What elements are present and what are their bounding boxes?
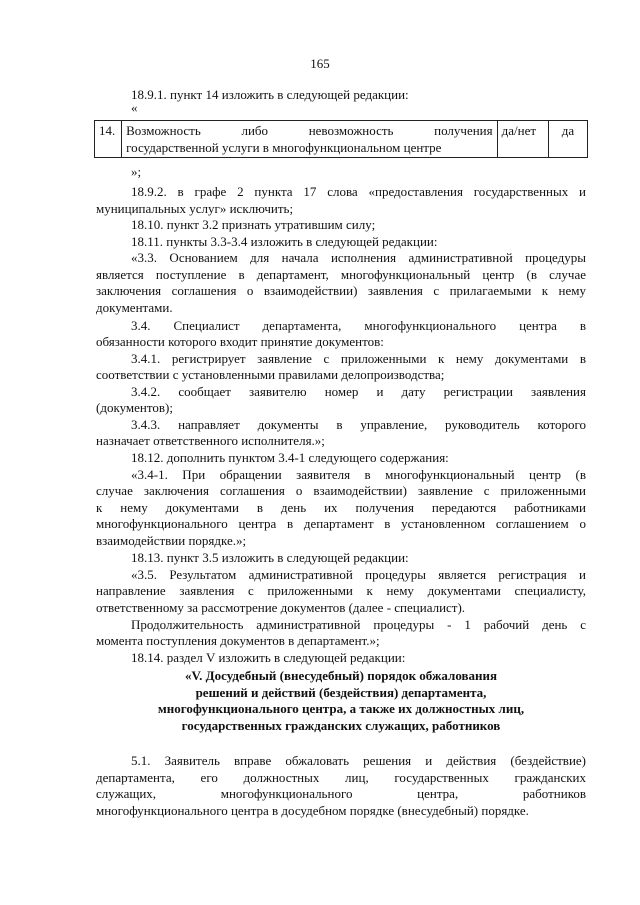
paragraph-duration-line1: Продолжительность административной процедуры - 1 рабочий день с [131,617,586,632]
row-description-line1: Возможность либо невозможность получения [126,123,493,138]
paragraph-3-4-3-line2: назначает ответственного исполнителя.»; [96,433,325,448]
paragraph-3-4-1-line2: соответствии с установленными правилами делопроизводства; [96,367,445,382]
paragraph-3-4-2-line1: 3.4.2. сообщает заявителю номер и дату регистрации заявления [131,384,586,399]
paragraph-18-9-2-line2: муниципальных услуг» исключить; [96,201,294,216]
paragraph-3-3-line4: документами. [96,300,173,315]
row-number: 14. [95,121,122,158]
section-heading-line1: «V. Досудебный (внесудебный) порядок обжалования [184,668,498,683]
row-type: да/нет [497,121,548,158]
paragraph-3-4-line1: 3.4. Специалист департамента, многофункционального центра в [131,318,586,333]
close-quote: »; [131,164,142,179]
paragraph-3-3-line3: заключения соглашения о взаимодействии) заявления с прилагаемыми к нему [96,283,586,298]
paragraph-18-10: 18.10. пункт 3.2 признать утратившим силу; [131,217,376,232]
paragraph-18-13: 18.13. пункт 3.5 изложить в следующей редакции: [131,550,409,565]
table-row-14 [94,120,588,158]
paragraph-18-12: 18.12. дополнить пунктом 3.4-1 следующего содержания: [131,450,449,465]
paragraph-3-4-line2: обязанности которого входит принятие документов: [96,334,384,349]
row-description [122,121,498,158]
paragraph-5-1-line2: департамента, его должностных лиц, государственных гражданских [96,770,586,785]
paragraph-3-4-1-new-line5: взаимодействии порядке.»; [96,533,247,548]
paragraph-3-4-1-line1: 3.4.1. регистрирует заявление с приложенными к нему документами в [131,351,586,366]
paragraph-18-9-1: 18.9.1. пункт 14 изложить в следующей редакции: [131,87,409,102]
paragraph-5-1-line4: многофункционального центра в досудебном порядке (внесудебный) порядке. [96,803,529,818]
paragraph-18-9-2-line1: 18.9.2. в графе 2 пункта 17 слова «предоставления государственных и [131,184,586,199]
paragraph-duration-line2: момента поступления документов в департамент.»; [96,633,380,648]
paragraph-3-5-line3: ответственному за рассмотрение документов (далее - специалист). [96,600,466,615]
paragraph-3-4-1-new-line2: случае заключения соглашения о взаимодействии) заявление с приложенными [96,483,586,498]
paragraph-18-14: 18.14. раздел V изложить в следующей редакции: [131,650,406,665]
row-value: да [548,121,587,158]
paragraph-3-3-line1: «3.3. Основанием для начала исполнения административной процедуры [131,250,586,265]
paragraph-3-4-1-new-line3: к нему документами в день их получения передаются работниками [96,500,586,515]
paragraph-3-4-3-line1: 3.4.3. направляет документы в управление, руководитель которого [131,417,586,432]
paragraph-3-5-line1: «3.5. Результатом административной процедуры является регистрация и [131,567,586,582]
page-number: 165 [310,56,330,71]
paragraph-3-3-line2: является поступление в департамент, многофункциональный центр (в случае [96,267,586,282]
section-heading-line4: государственных гражданских служащих, работников [181,718,501,733]
row-description-line2: государственной услуги в многофункциональном центре [126,140,442,155]
paragraph-3-4-1-new-line4: многофункционального центра в департамент в установленном соглашением о [96,516,586,531]
paragraph-3-4-2-line2: (документов); [96,400,173,415]
paragraph-3-4-1-new-line1: «3.4-1. При обращении заявителя в многофункциональный центр (в [131,467,586,482]
section-heading-line3: многофункционального центра, а также их должностных лиц, [157,701,525,716]
paragraph-5-1-line3: служащих, многофункционального центра, работников [96,786,586,801]
paragraph-5-1-line1: 5.1. Заявитель вправе обжаловать решения и действия (бездействие) [131,753,586,768]
paragraph-18-11: 18.11. пункты 3.3-3.4 изложить в следующей редакции: [131,234,438,249]
paragraph-3-5-line2: направление заявления с приложенными к нему документами специалисту, [96,583,586,598]
section-heading-line2: решений и действий (бездействия) департамента, [195,685,487,700]
open-quote: « [131,100,138,115]
